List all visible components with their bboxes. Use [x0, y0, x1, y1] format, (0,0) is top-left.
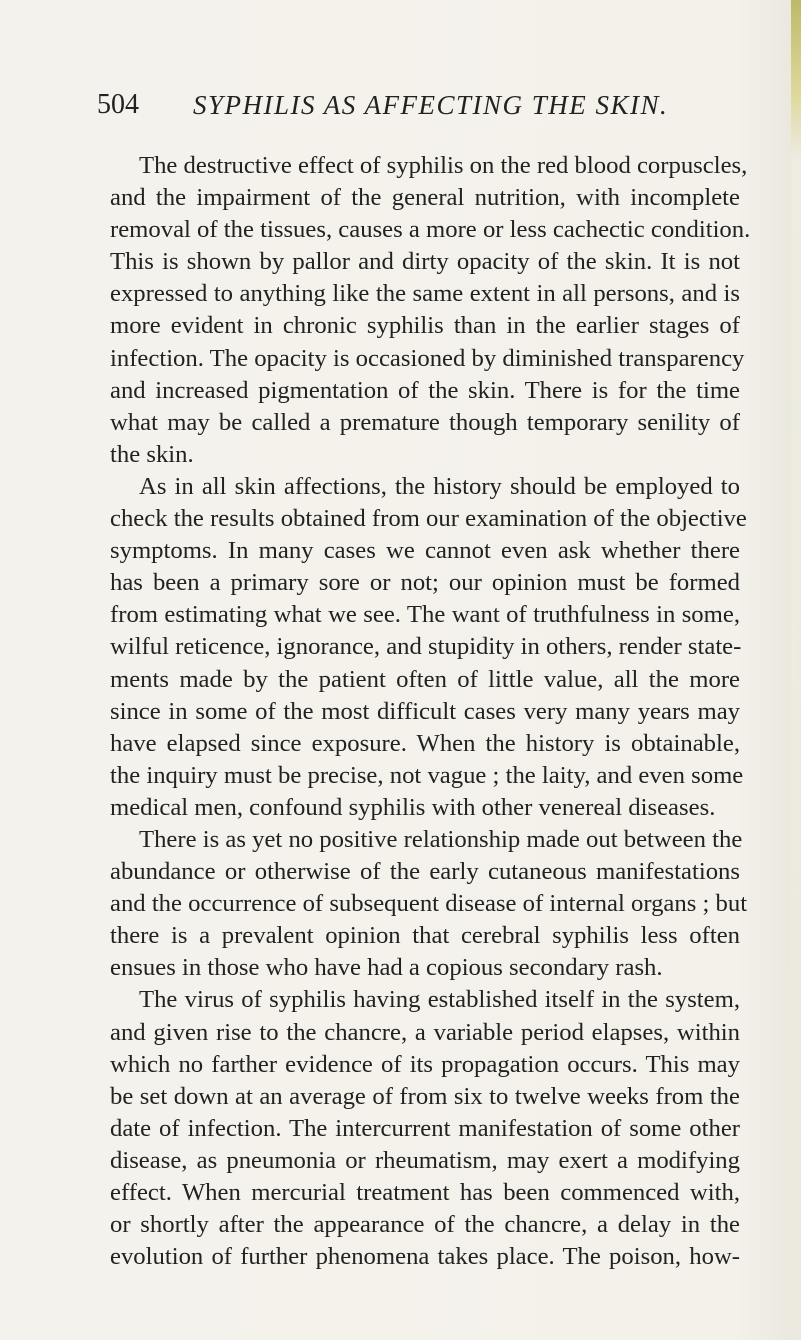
- text-line: This is shown by pallor and dirty opacity of the skin. It is not: [110, 248, 740, 276]
- text-line: disease, as pneumonia or rheumatism, may exert a modifying: [110, 1146, 740, 1174]
- text-line: be set down at an average of from six to twelve weeks from the: [110, 1082, 740, 1110]
- text-line: expressed to anything like the same extent in all persons, and is: [110, 280, 740, 308]
- text-line: effect. When mercurial treatment has been commenced with,: [110, 1179, 740, 1206]
- text-line: infection. The opacity is occasioned by diminished transparency: [110, 344, 745, 372]
- text-line: symptoms. In many cases we cannot even ask whether there: [110, 537, 740, 565]
- text-line: and the impairment of the general nutrition, with incomplete: [110, 184, 740, 212]
- text-line: check the results obtained from our examination of the objective: [110, 505, 747, 533]
- page-header: [97, 88, 737, 128]
- text-line: ments made by the patient often of little value, all the more: [110, 665, 740, 693]
- text-line: and the occurrence of subsequent disease of internal organs ; but: [110, 890, 748, 918]
- text-line: which no farther evidence of its propagation occurs. This may: [110, 1050, 740, 1078]
- text-line: since in some of the most difficult cases very many years may: [110, 697, 740, 725]
- text-line: abundance or otherwise of the early cutaneous manifestations: [110, 858, 740, 886]
- text-line: wilful reticence, ignorance, and stupidity in others, render state-: [110, 633, 742, 661]
- page-edge: [791, 0, 801, 1340]
- running-title: SYPHILIS AS AFFECTING THE SKIN.: [193, 90, 669, 120]
- text-line: more evident in chronic syphilis than in the earlier stages of: [110, 312, 740, 340]
- text-line: the skin.: [110, 440, 194, 468]
- page-number: 504: [97, 89, 139, 120]
- text-line: or shortly after the appearance of the chancre, a delay in the: [110, 1211, 740, 1239]
- text-line: date of infection. The intercurrent manifestation of some other: [110, 1114, 740, 1142]
- text-line: has been a primary sore or not; our opinion must be formed: [110, 569, 740, 597]
- body-text: [110, 150, 751, 1273]
- text-line: from estimating what we see. The want of truthfulness in some,: [110, 601, 740, 629]
- text-line: what may be called a premature though temporary senility of: [110, 408, 740, 436]
- text-line: the inquiry must be precise, not vague ; the laity, and even some: [110, 761, 744, 789]
- text-line: evolution of further phenomena takes place. The poison, how-: [110, 1243, 740, 1271]
- text-line: medical men, confound syphilis with other venereal diseases.: [110, 793, 716, 821]
- text-line: The destructive effect of syphilis on the red blood corpuscles,: [139, 152, 748, 179]
- text-line: and given rise to the chancre, a variable period elapses, within: [110, 1018, 740, 1046]
- text-line: have elapsed since exposure. When the history is obtainable,: [110, 729, 740, 757]
- text-line: The virus of syphilis having established itself in the system,: [139, 986, 740, 1014]
- text-line: and increased pigmentation of the skin. There is for the time: [110, 376, 740, 404]
- text-line: As in all skin affections, the history should be employed to: [139, 472, 740, 500]
- text-line: There is as yet no positive relationship made out between the: [139, 825, 743, 853]
- text-line: there is a prevalent opinion that cerebral syphilis less often: [110, 922, 740, 950]
- text-line: ensues in those who have had a copious secondary rash.: [110, 954, 663, 982]
- text-line: removal of the tissues, causes a more or less cachectic condition.: [110, 216, 751, 244]
